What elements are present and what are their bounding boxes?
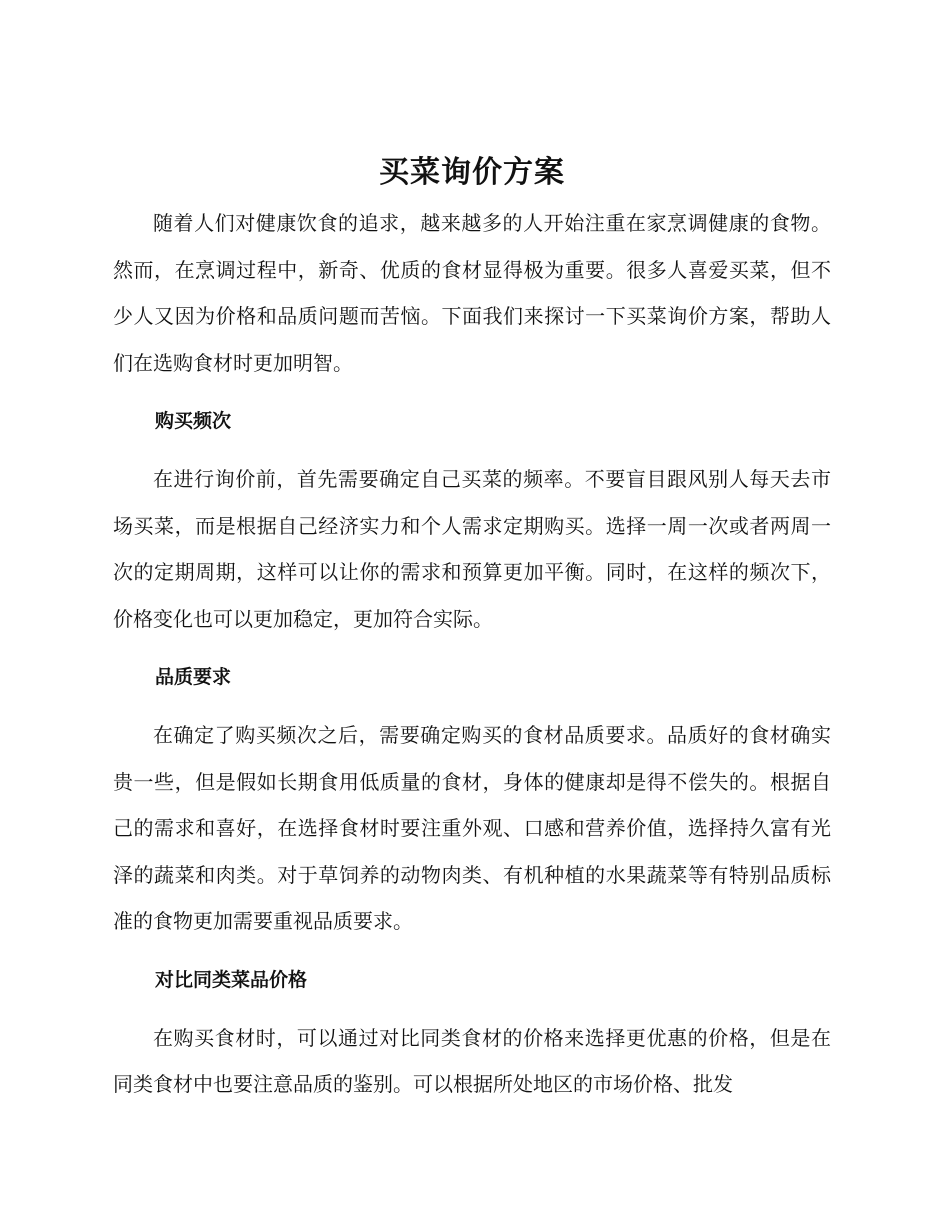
section-body-purchase-frequency: 在进行询价前，首先需要确定自己买菜的频率。不要盲目跟风别人每天去市场买菜，而是根据自己经济实力和个人需求定期购买。选择一周一次或者两周一次的定期周期，这样可以让你的需求和预算更加平衡。同时，在这样的频次下，价格变化也可以更加稳定，更加符合实际。 [113, 467, 831, 631]
section-heading-price-comparison: 对比同类菜品价格 [155, 968, 308, 991]
document-title: 买菜询价方案 [379, 155, 565, 190]
document-content [113, 150, 831, 1108]
section-body-price-comparison: 在购买食材时，可以通过对比同类食材的价格来选择更优惠的价格，但是在同类食材中也要注意品质的鉴别。可以根据所处地区的市场价格、批发 [113, 1025, 831, 1096]
intro-paragraph: 随着人们对健康饮食的追求，越来越多的人开始注重在家烹调健康的食物。然而，在烹调过程中，新奇、优质的食材显得极为重要。很多人喜爱买菜，但不少人又因为价格和品质问题而苦恼。下面我们来探讨一下买菜询价方案，帮助人们在选购食材时更加明智。 [113, 211, 831, 375]
section-heading-purchase-frequency: 购买频次 [155, 410, 232, 432]
section-body-quality-requirements: 在确定了购买频次之后，需要确定购买的食材品质要求。品质好的食材确实贵一些，但是假如长期食用低质量的食材，身体的健康却是得不偿失的。根据自己的需求和喜好，在选择食材时要注重外观、口感和营养价值，选择持久富有光泽的蔬菜和肉类。对于草饲养的动物肉类、有机种植的水果蔬菜等有特别品质标准的食物更加需要重视品质要求。 [113, 723, 831, 933]
section-heading-quality-requirements: 品质要求 [155, 666, 232, 688]
